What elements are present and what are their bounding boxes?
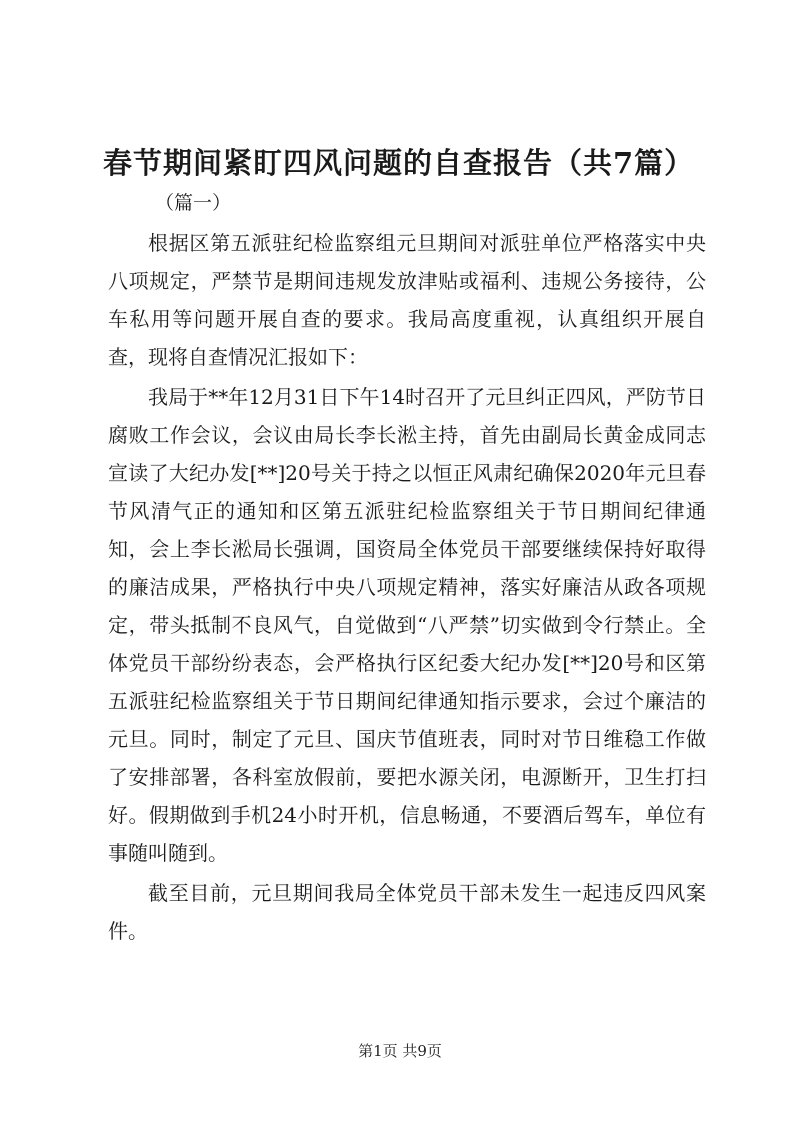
page-footer: 第1页 共9页	[358, 1042, 442, 1060]
document-title: 春节期间紧盯四风问题的自查报告（共7篇）	[103, 146, 695, 180]
paragraph-meeting: 我局于**年12月31日下午14时召开了元旦纠正四风，严防节日腐败工作会议，会议由局长李长淞主持，首先由副局长黄金成同志宣读了大纪办发[**]20号关于持之以恒正风肃纪确保2020年元旦春节风清气正的通知和区第五派驻纪检监察组关于节日期间纪律通知，会上李长淞局长强调，国资局全体党员干部要继续保持好取得的廉洁成果，严格执行中央八项规定精神，落实好廉洁从政各项规定，带头抵制不良风气，自觉做到“八严禁”切实做到令行禁止。全体党员干部纷纷表态，会严格执行区纪委大纪办发[**]20号和区第五派驻纪检监察组关于节日期间纪律通知指示要求，会过个廉洁的元旦。同时，制定了元旦、国庆节值班表，同时对节日维稳工作做了安排部署，各科室放假前，要把水源关闭，电源断开，卫生打扫好。假期做到手机24小时开机，信息畅通，不要酒后驾车，单位有事随叫随到。	[108, 385, 706, 865]
document-body	[108, 224, 706, 950]
paragraph-conclusion: 截至目前，元旦期间我局全体党员干部未发生一起违反四风案件。	[108, 881, 706, 943]
paragraph-intro: 根据区第五派驻纪检监察组元旦期间对派驻单位严格落实中央八项规定，严禁节是期间违规发放津贴或福利、违规公务接待，公车私用等问题开展自查的要求。我局高度重视，认真组织开展自查，现将自查情况汇报如下：	[108, 231, 706, 369]
section-label: （篇一）	[155, 192, 232, 214]
